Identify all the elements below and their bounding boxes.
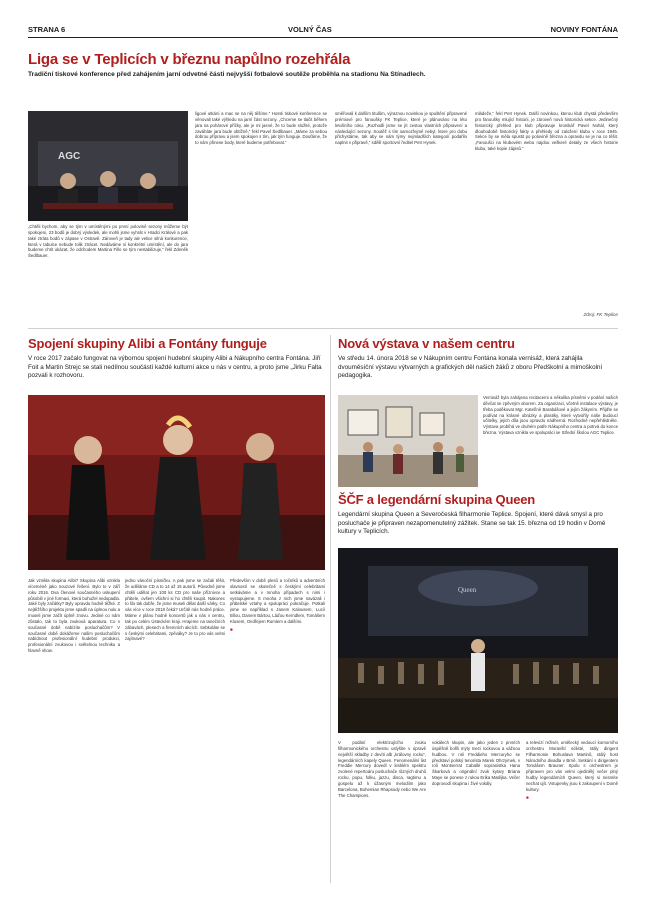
article-title-alibi: Spojení skupiny Alibi a Fontány funguje (28, 336, 267, 351)
article2-column-3: Především v době plesů a ročníků a adventních slavností se skutečně s českými celebritami setkáváme a v mnoha případech s nimi i vystupujeme. S mnoha z nich jsme navázali i přátelské vztahy a spolupráci pokračuje. Potkali jsme se například s Janem Kalousem, Lucií Bílou, Danem Bártou, Láďou Kerndlem, Tomášem Klusem, Ondřejem Rumlem a dalšími. ■ (230, 578, 325, 632)
svg-text:AGC: AGC (58, 151, 81, 162)
article1-column-2: ligové utkání a mac se na něj těšíme.“ Hosté tiskové konference se věnovali také výhledu na jarní část sezony. „Chceme se tlačit během jara na pohárové příčky, ale je mi jasné, že to bude složité, protože zaváháte jara bude obtížně,“ řekl Pavel Šedlbauer. „Máme za sebou dobrou přípravu a jsem spokojen s tím, jak tým funguje. Doufáme, že to nám přinese body, které budeme potřebovat.“ (195, 111, 327, 146)
photo-source-caption: Zdroj: FK Teplice (583, 312, 618, 317)
article-title-queen: ŠČF a legendární skupina Queen (338, 492, 535, 507)
exhibition-photo (338, 395, 478, 487)
article2-column-1: Jak vznikla skupina Alibi? Skupina Alibi vznikla víceméně jako nouzové řešení. Bylo to v září roku 2016. Dva členové současného uskupení působili v jiné formaci, která bohužel nedopadla. Jaké byly začátky? Byly opravdu hodně těžké. Z nejtěžšího projektu jsme spadli na úplnou nulu a museli jsme začít úplně znovu. Jediné co nám zůstalo, tak to byla zvuková aparatura. Co v současné době nabízíte posluchačům? V současné době dokážeme našim posluchačům nabídnout profesionální hudební produkci, profesionální zvukovou i světelnou techniku a hlavně show. (28, 578, 120, 654)
band-alibi-photo (28, 395, 325, 570)
article4-column-3: a televizí režisér, umělecký vedoucí komorního orchestru Moravští sólisté, stály dirigent Filharmonie Bohuslava Martinů, stálý host Národního divadla v Brně. Setkání s dirigentem Tomášem Brauner. Spolu s orchestrem je připraven pro vás velmi ojedinělý večer plný hudby legendárních Queen, který si nesmíte nechat ujít. Vstupenky jsou k zakoupení v Domě kultury. ■ (526, 740, 618, 800)
article-lead-alibi: V roce 2017 začalo fungovat na výbornou spojení hudební skupiny Alibi a Nákupního centra Fontána. Jiří Foit a Martin Strejc se stali nedílnou součástí každé kulturní akce u nás v centru, a proto jsme „Jirku Falta pozvali k rozhovoru. (28, 355, 322, 379)
section-divider (28, 328, 618, 329)
page-header (28, 22, 618, 38)
section-name: VOLNÝ ČAS (288, 25, 332, 34)
article1-column-4: mládeže,“ řekl Petr Hynek. Další novinkou, kterou klub chystá předevšim pro fanoušky mlující historii, je zároveň nová historická sekce. Jedinečný historický přehled pro klub připravuje kronikář Pavel Nohál, který dlouhodobě historický fakty a přehledy od založení klubu v roce 1945. Sekce by se měla spustit po polovině března a opravdu se je na co těšit. „Fanoušci na klubovém webu najdou veškeré detaily ze všech historie klubu, také kopie zápisů.“ (475, 111, 618, 152)
article-lead-queen: Legendární skupina Queen a Severočeská filharmonie Teplice. Spojení, které dává smysl a pro posluchače je připraven nezapomenutelný zážitek. Stane se tak 15. března od 19 hodin v Domě kultury v Teplicích. (338, 511, 606, 535)
article4-column-2: vokálech skupin, ale jako jeden z prvních úspěšně bořili mýty mezi rockovou a vážnou hudbou. V roli Freddieho Mercuryho se představí polský tenorista Marek Ohrzymek, v roli Montserrat Caballé sopranistka Hana Škarková a originální zvuk kytary Briana Maye se ponese z rukou Erika Matějka. Večer doprovodí skupina i živé vokály. (432, 740, 520, 786)
article-title-liga: Liga se v Teplicích v březnu napůlno rozehřála (28, 51, 351, 68)
publication-name: NOVINY FONTÁNA (550, 25, 618, 34)
press-conference-photo (28, 111, 188, 221)
article1-column-1: „Chtěli bychom, aby se tým v umístěnými po první polovině sezony můžeme být spokojeni, 23 bodů je dobrý výsledek, ale mohli jsme vyhrát v Hradci Králové a pak také ztráta bodů v zápase v Ostravě. Zároveň je tady ale velice silná konkurence, která v tabulce nebude tolik ztrácet. Nedáváme si konkrétní umístění, ale do jara budeme chtít ukázat, že odchodem Martina Fillo se tým nestabilizuje,“ řekl Zdeněk Šedlbauer. (28, 224, 188, 259)
article-lead-liga: Tradiční tiskové konference před zahájením jarní odvetné části nejvyšší fotbalové soutěže proběhla na stadionu Na Stínadlech. (28, 71, 426, 78)
page-number: STRANA 6 (28, 25, 66, 34)
article3-column-1: Vernisáž byla zahájena recitacemi a několika písněmi v podání našich děvčat se zpěvným oborem. Za organizaci, včetně instalace výstavy, je třeba poděkovat Mgr. Kateřině Barabášové a jejím žákyním. Přijďte se podívat na krásné obrázky a plastiky, které vytvořily naše budoucí učitelky, jejich díla jsou opravdu nádherná. Rozhodně nepřehlédněte. Výstava probíhá ve druhém patře Nákupního centra a potrvá do konce března. Výstava vznikla ve spolupráci se Střední školou AGC Teplice. (483, 395, 618, 436)
orchestra-queen-photo (338, 548, 618, 733)
article2-column-2: jednu vánoční písničku. A pak jsme se začali těšit, že uděláme CD a to 14 až 15 autorů. Původně jsme chtěli udělat jen 100 ks CD pro naše příznivce a přátele, ovšem všichni si ho chtěli koupit. Nakonec to šlo tak dobře, že jsme museli dělat další várky. Co vás více v roce 2018 čeká? Určitě nás hodně práce. Máme v plánu hodně koncertů jak u nás v centru, tak po celém Ústeckém kraji. Hrajeme na tanečních zábavách, plesech a firemních akcích. Sebkoláte se s českými celebritami, zpěváky? Je to pro vás velmi zajímavé? (125, 578, 225, 642)
article1-column-3: směřovali k dalším titulům, výraznou novinkou je spuštění připravené prémiové pro fanoušky FK Teplice, které je plánováno na léto letošního roku. „Rozhodli jsme se jít cestou vlastních připravení a následující sezony. Soutěž s tím samozřejmě nebyl, ktere pro dobu přichystáme, tak aby se nám týmy nejmladších kategorií podařilo naplnit v připravě,“ sdělil sportovní ředitel Petr Hynek. (335, 111, 467, 146)
article-title-vystava: Nová výstava v našem centru (338, 336, 515, 351)
article4-column-1: V podání elektrizujícího zvuku filharmonického orchestru uslyšíte v úpravě největší skladby z devíti alb „královny rocku“, legendárních kapely Queen. Fenomenální list Freddie Mercury dovedl v lesklém spektru zvolené repertoáru posluchače různých druhů rocku, popu, folku, jazzu, disca, ragtimu a gospelu až k úžasným melodiím jako Barcelona, Bohemian Rhapsody nebo We Are The Champions. (338, 740, 426, 798)
article-lead-vystava: Ve středu 14. února 2018 se v Nákupním centru Fontána konala vernisáž, která zahájila dvouměsíční výstavu výtvarných a grafických děl našich žáků z oboru Předškolní a mimoškolní pedagogika. (338, 355, 603, 379)
column-divider (330, 335, 331, 883)
svg-text:Queen: Queen (458, 586, 477, 594)
